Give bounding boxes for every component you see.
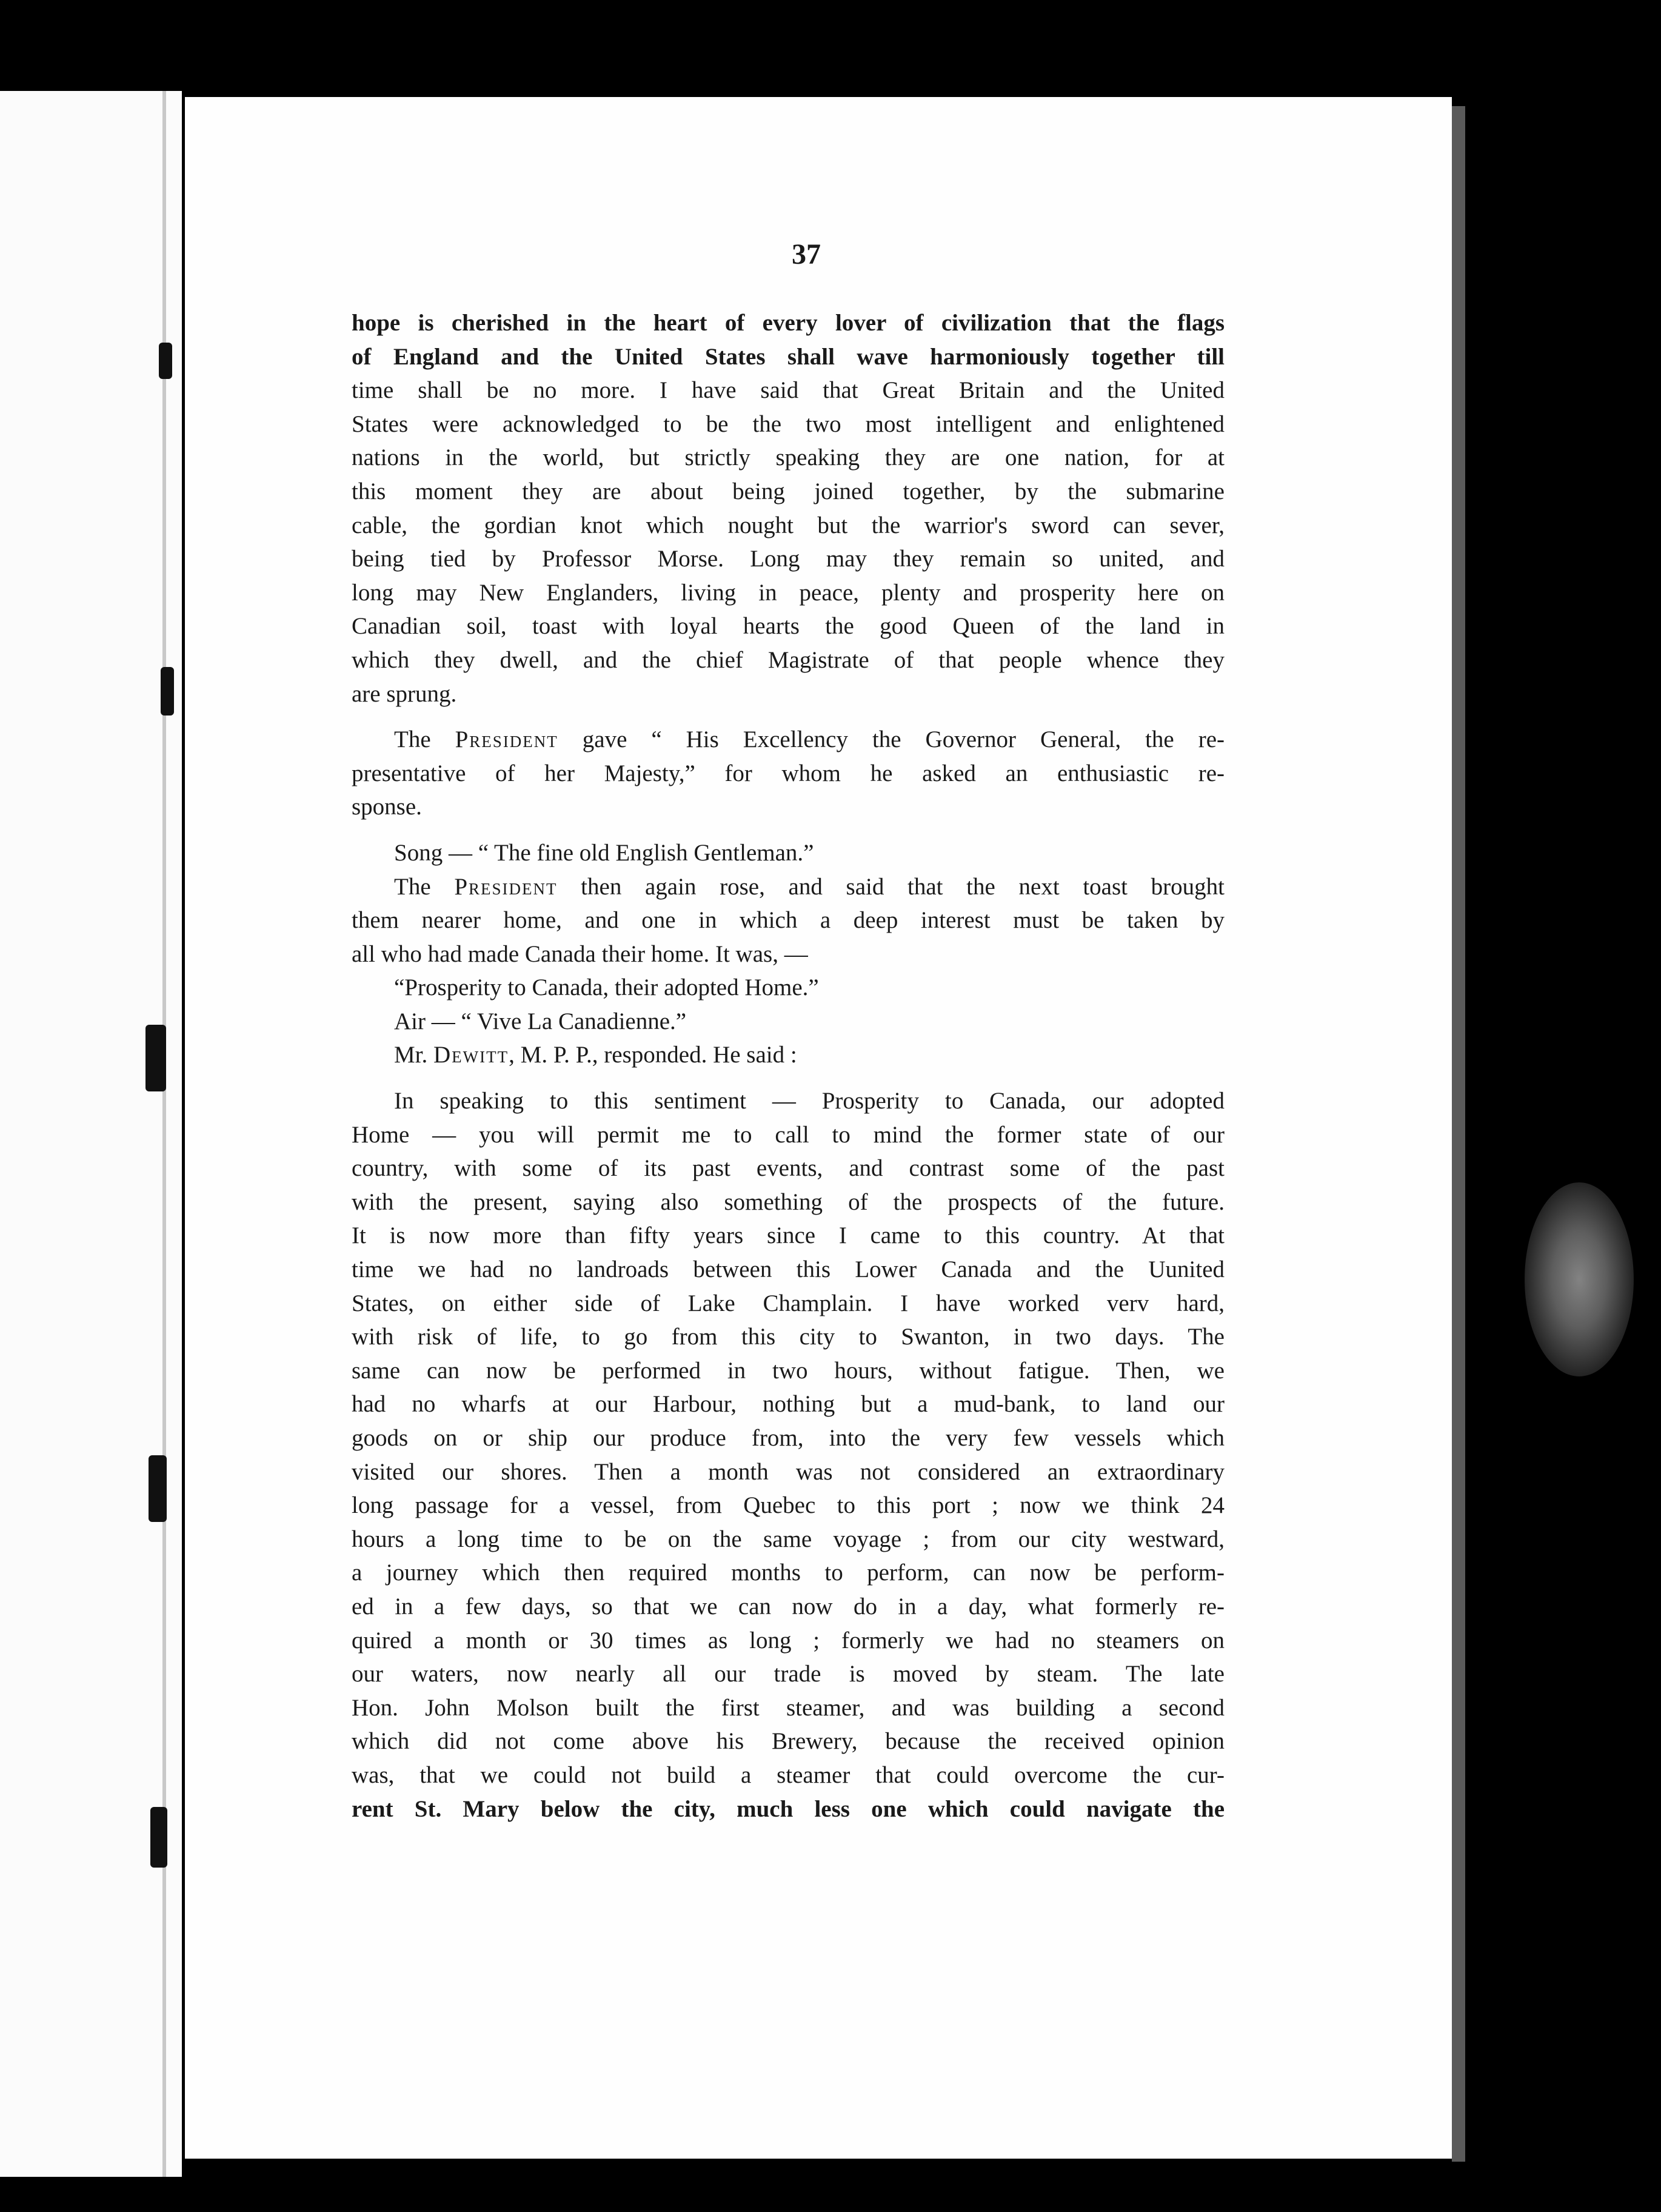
text-line: had no wharfs at our Harbour, nothing but a mud-bank, to land our	[352, 1391, 1225, 1418]
text-line: was, that we could not build a steamer that could overcome the cur-	[352, 1761, 1225, 1788]
text-line: a journey which then required months to perform, can now be perform-	[352, 1560, 1225, 1586]
scan-smudge	[1525, 1182, 1634, 1376]
text-line: all who had made Canada their home. It was, —	[352, 940, 808, 967]
text-line: which did not come above his Brewery, because the received opinion	[352, 1728, 1225, 1755]
text-line: States, on either side of Lake Champlain. I have worked verv hard,	[352, 1290, 1225, 1316]
text-line: “Prosperity to Canada, their adopted Home.”	[394, 974, 819, 1001]
text-line: nations in the world, but strictly speaking they are one nation, for at	[352, 444, 1225, 471]
text-line: time we had no landroads between this Lower Canada and the Uunited	[352, 1256, 1225, 1283]
text-line: The President then again rose, and said that the next toast brought	[394, 873, 1225, 900]
text-line: sponse.	[352, 794, 422, 820]
text-line: long passage for a vessel, from Quebec to this port ; now we think 24	[352, 1492, 1225, 1519]
text-line: Air — “ Vive La Canadienne.”	[394, 1008, 687, 1034]
text-line: The President gave “ His Excellency the Governor General, the re-	[394, 726, 1225, 753]
text-line: time shall be no more. I have said that Great Britain and the United	[352, 377, 1225, 404]
binding-stitch-mark	[159, 343, 172, 379]
page-edge-shadow	[1452, 106, 1465, 2162]
text-line: visited our shores. Then a month was not considered an extraordinary	[352, 1458, 1225, 1485]
text-line: ed in a few days, so that we can now do in a day, what formerly re-	[352, 1593, 1225, 1620]
text-line: long may New Englanders, living in peace, plenty and prosperity here on	[352, 579, 1225, 606]
binding-stitch-mark	[150, 1807, 167, 1868]
text-line: States were acknowledged to be the two most intelligent and enlightened	[352, 411, 1225, 437]
binding-stitch-mark	[161, 667, 174, 716]
text-line: this moment they are about being joined together, by the submarine	[352, 478, 1225, 504]
text-line: which they dwell, and the chief Magistrate of that people whence they	[352, 646, 1225, 673]
text-line: goods on or ship our produce from, into the very few vessels which	[352, 1425, 1225, 1451]
text-line: with risk of life, to go from this city to Swanton, in two days. The	[352, 1324, 1225, 1350]
text-line: hope is cherished in the heart of every lover of civilization that the flags	[352, 310, 1225, 336]
text-line: Song — “ The fine old English Gentleman.”	[394, 839, 814, 866]
text-line: Canadian soil, toast with loyal hearts the good Queen of the land in	[352, 613, 1225, 640]
text-line: of England and the United States shall wave harmoniously together till	[352, 343, 1225, 370]
text-line: them nearer home, and one in which a deep interest must be taken by	[352, 907, 1225, 934]
text-line: country, with some of its past events, and contrast some of the past	[352, 1155, 1225, 1182]
text-line: presentative of her Majesty,” for whom he asked an enthusiastic re-	[352, 760, 1225, 786]
text-line: rent St. Mary below the city, much less one which could navigate the	[352, 1795, 1225, 1822]
text-line: Mr. Dewitt, M. P. P., responded. He said :	[394, 1042, 797, 1068]
binding-stitch-mark	[149, 1455, 167, 1522]
text-line: Hon. John Molson built the first steamer, and was building a second	[352, 1694, 1225, 1721]
page-number: 37	[792, 238, 821, 270]
text-line: cable, the gordian knot which nought but the warrior's sword can sever,	[352, 512, 1225, 538]
text-line: Home — you will permit me to call to mind the former state of our	[352, 1121, 1225, 1148]
page-body-text	[352, 306, 1225, 1826]
text-line: hours a long time to be on the same voyage ; from our city westward,	[352, 1526, 1225, 1552]
text-line: In speaking to this sentiment — Prosperity to Canada, our adopted	[394, 1088, 1225, 1114]
binding-stitch-mark	[145, 1025, 166, 1091]
text-line: It is now more than fifty years since I came to this country. At that	[352, 1222, 1225, 1249]
text-line: are sprung.	[352, 680, 457, 707]
text-line: quired a month or 30 times as long ; formerly we had no steamers on	[352, 1627, 1225, 1654]
text-line: our waters, now nearly all our trade is moved by steam. The late	[352, 1661, 1225, 1687]
text-line: same can now be performed in two hours, without fatigue. Then, we	[352, 1357, 1225, 1384]
text-line: with the present, saying also something of the prospects of the future.	[352, 1188, 1225, 1215]
text-line: being tied by Professor Morse. Long may they remain so united, and	[352, 546, 1225, 572]
